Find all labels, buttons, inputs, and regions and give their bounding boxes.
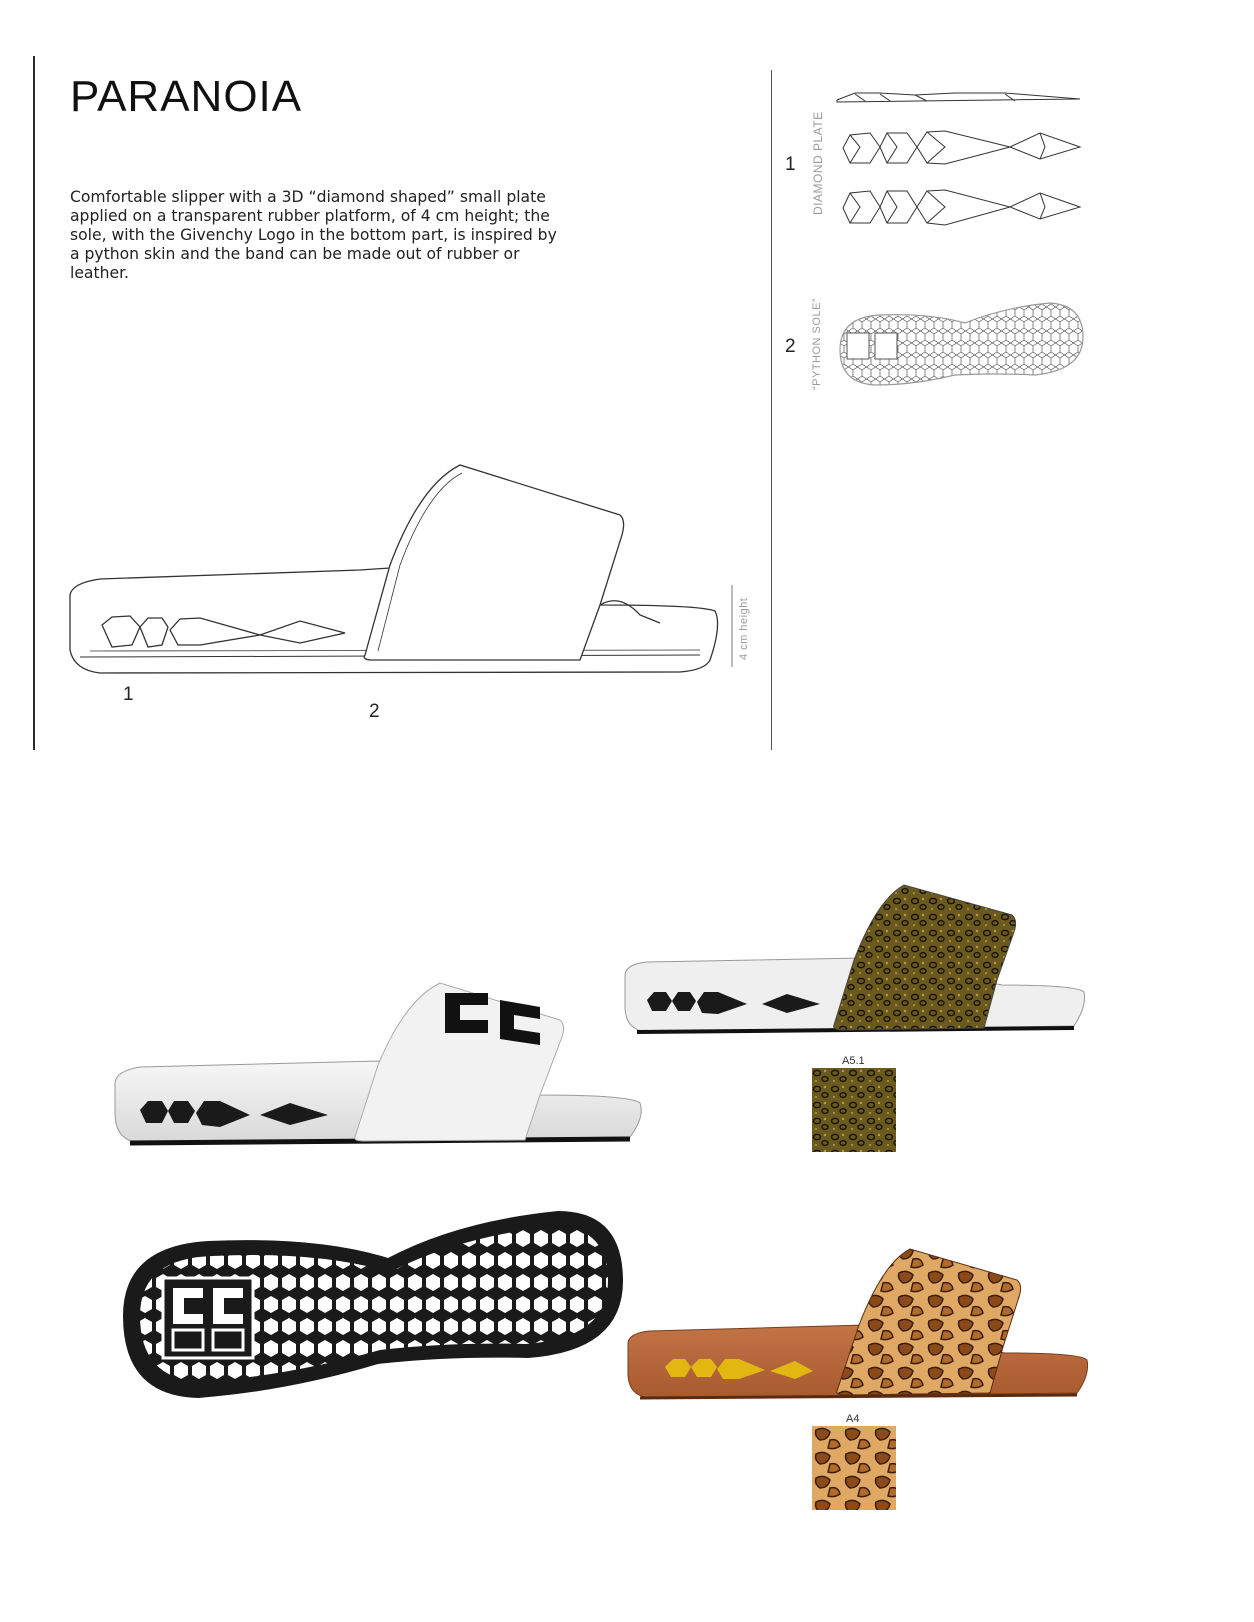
clear-slipper-render [110,975,650,1155]
leopard-swatch [812,1068,896,1152]
diamond-plate-label: DIAMOND PLATE [811,111,825,215]
python-sole-label: “PYTHON SOLE” [811,297,823,390]
callout-2: 2 [369,701,380,722]
python-sole-drawing [835,295,1085,395]
left-margin-rule [33,56,35,750]
python-sole-render [118,1206,628,1406]
product-description: Comfortable slipper with a 3D “diamond shaped” small plate applied on a transparent rubber platform, of 4 cm height; the sole, with the Givenchy Logo in the bottom part, is inspired by a python skin and the band can be made out of rubber or leather. [70,188,557,282]
slipper-line-sketch [60,455,760,685]
diamond-plate-drawing [835,85,1085,235]
callout-1: 1 [123,684,134,705]
detail-2-number: 2 [785,336,796,357]
height-note: 4 cm height [738,597,750,660]
python-swatch [812,1426,896,1510]
python-swatch-label: A4 [846,1413,860,1425]
leopard-slipper-render [622,880,1092,1040]
column-divider-rule [771,70,772,750]
detail-1-number: 1 [785,154,796,175]
page-title: PARANOIA [70,72,303,121]
python-slipper-render [625,1245,1095,1405]
leopard-swatch-label: A5.1 [842,1055,865,1067]
